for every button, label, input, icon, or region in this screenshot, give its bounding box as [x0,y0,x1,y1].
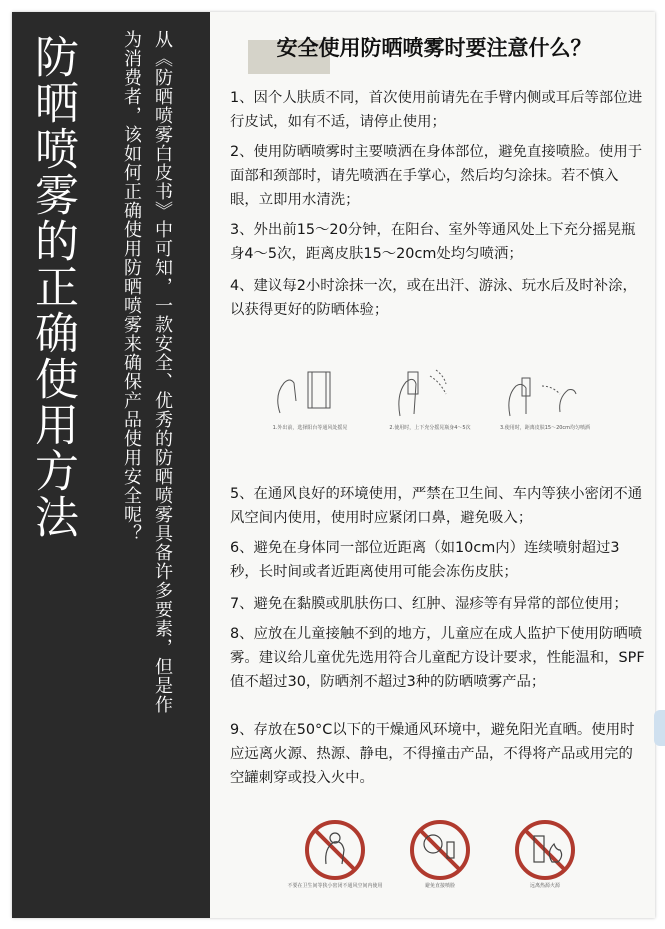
tip-item-2: 2、使用防晒喷雾时主要喷洒在身体部位，避免直接喷脸。使用于面部和颈部时，请先喷洒在手掌心，然后均匀涂抹。若不慎入眼，立即用水清洗； [230,144,643,208]
no-enclosed-space-warning [280,812,390,907]
vertical-subtitle: 从《防晒喷雾白皮书》中可知，一款安全、优秀的防晒喷雾具备许多要素，但是作为消费者，该如何正确使用防晒喷雾来确保产品使用安全呢？ [121,30,173,714]
prohibited-icon [280,812,390,892]
prohibited-icon [490,812,600,892]
tip-item-4: 4、建议每2小时涂抹一次，或在出汗、游泳、玩水后及时补涂，以获得更好的防晒体验； [230,278,637,318]
vertical-title: 防晒喷雾的正确使用方法 [27,34,78,540]
tip-item-7: 7、避免在黏膜或肌肤伤口、红肿、湿疹等有异常的部位使用； [230,596,628,612]
page-title: 安全使用防晒喷雾时要注意什么？ [276,36,592,60]
tip-item-6: 6、避免在身体同一部位近距离（如10cm内）连续喷射超过3秒，长时间或者近距离使用可能会冻伤皮肤； [230,540,620,580]
tip-item-8: 8、应放在儿童接触不到的地方，儿童应在成人监护下使用防晒喷雾。建议给儿童优先选用符合儿童配方设计要求，性能温和，SPF值不超过30，防晒剂不超过3种的防晒喷雾产品； [230,626,645,690]
scroll-handle[interactable] [654,710,665,746]
tip-item-3: 3、外出前15～20分钟，在阳台、室外等通风处上下充分摇晃瓶身4～5次，距离皮肤15～20cm处均匀喷洒； [230,222,636,262]
tip-item-1: 1、因个人肤质不同，首次使用前请先在手臂内侧或耳后等部位进行皮试，如有不适，请停止使用； [230,90,643,130]
no-fire-warning [490,812,600,907]
prohibited-icon [385,812,495,892]
warning-caption-1: 不要在卫生间等狭小密闭不通风空间内使用 [287,883,383,889]
illustration-caption-1: 1.外出前，选择阳台等通风处摇晃 [272,425,348,431]
illustration-caption-2: 2.使用时，上下充分摇晃瓶身4～5次 [389,425,471,431]
tip-item-9: 9、存放在50°C以下的干燥通风环境中，避免阳光直晒。使用时应远离火源、热源、静电，不得撞击产品，不得将产品或用完的空罐刺穿或投入火中。 [230,722,635,786]
warning-caption-2: 避免直接喷脸 [424,883,455,889]
illustration-caption-3: 3.使用时，距离皮肤15～20cm均匀喷洒 [499,425,591,431]
warning-caption-3: 远离热源火源 [529,883,560,889]
no-face-spray-warning [385,812,495,907]
tip-item-5: 5、在通风良好的环境使用，严禁在卫生间、车内等狭小密闭不通风空间内使用，使用时应紧闭口鼻，避免吸入； [230,486,643,526]
